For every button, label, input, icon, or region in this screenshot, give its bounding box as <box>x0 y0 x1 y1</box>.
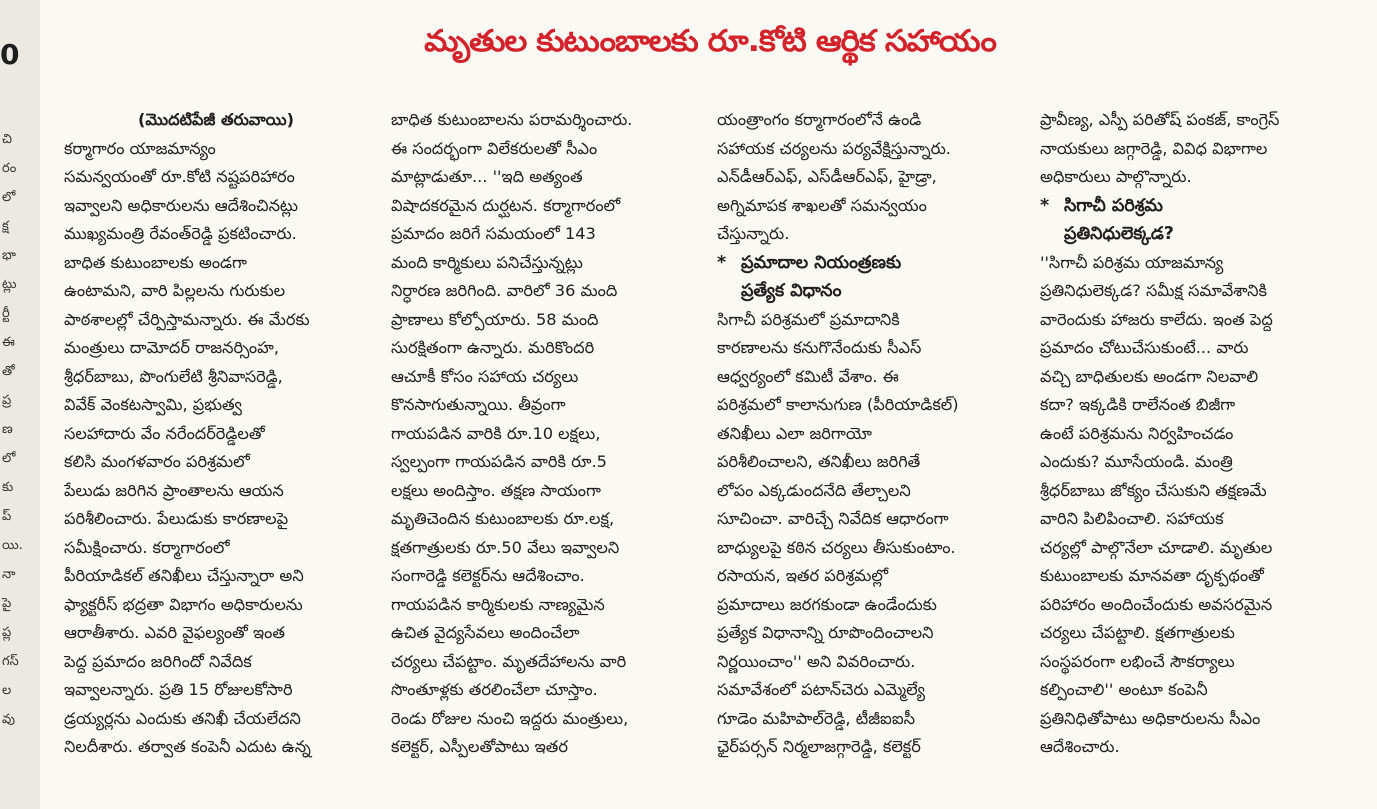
body-text-line: ప్రమాదం చోటుచేసుకుంటే... వారు <box>1040 338 1249 357</box>
body-text-line: గూడెం మహిపాల్‌రెడ్డి, టీజీఐఐసీ <box>717 708 915 728</box>
article-column-2 <box>391 106 695 796</box>
body-text-line: పీరియాడికల్ తనిఖీలు చేస్తున్నారా అని <box>64 566 304 585</box>
body-text-line: పేలుడు జరిగిన ప్రాంతాలను ఆయన <box>64 480 284 500</box>
body-text-line: ఆచూకీ కోసం సహాయ చర్యలు <box>391 366 579 386</box>
body-text-line: ఫ్యాక్టరీస్ భద్రతా విభాగం అధికారులను <box>64 594 303 614</box>
body-text-line: తనిఖీలు ఎలా జరిగాయో <box>717 423 872 443</box>
subheading-text: సిగాచీ పరిశ్రమ <box>1064 195 1163 216</box>
article-column-4 <box>1040 106 1344 796</box>
body-text-line: వారెందుకు హాజరు కాలేదు. ఇంత పెద్ద <box>1040 309 1273 329</box>
bullet-star-icon: * <box>717 252 727 273</box>
body-text-line: బాధ్యులపై కఠిన చర్యలు తీసుకుంటాం. <box>717 537 956 557</box>
subheading-text: ప్రత్యేక విధానం <box>741 281 842 301</box>
body-text-line: ఛైర్‌పర్సన్ నిర్మలాజగ్గారెడ్డి, కలెక్టర్ <box>717 737 921 756</box>
body-text-line: కొనసాగుతున్నాయి. తీవ్రంగా <box>391 395 566 414</box>
body-text-line: పెద్ద ప్రమాదం జరిగిందో నివేదిక <box>64 651 252 671</box>
adjacent-text-fragment: యి. <box>2 538 23 553</box>
body-text-line: వివేక్ వెంకటస్వామి, ప్రభుత్వ <box>64 395 242 414</box>
body-text-line: ''సిగాచీ పరిశ్రమ యాజమాన్య <box>1040 252 1224 272</box>
body-text-line: స్వల్పంగా గాయపడిన వారికి రూ.5 <box>391 452 607 471</box>
adjacent-text-fragment: తో <box>2 364 15 379</box>
article-column-3 <box>717 106 1021 796</box>
body-text-line: నిర్ణయించాం'' అని వివరించారు. <box>717 651 916 671</box>
body-text-line: బాధిత కుటుంబాలకు అండగా <box>64 252 247 272</box>
body-text-line: మాట్లాడుతూ... ''ఇది అత్యంత <box>391 167 583 186</box>
body-text-line: సూచించా. వారిచ్చే నివేదిక ఆధారంగా <box>717 509 949 528</box>
subheading-text: ప్రతినిధులెక్కడ? <box>1064 224 1174 244</box>
body-text-line: శ్రీధర్‌బాబు, పొంగులేటి శ్రీనివాసరెడ్డి, <box>64 366 283 386</box>
adjacent-text-fragment: నా <box>2 567 16 582</box>
body-text-line: ఆరాతీశారు. ఎవరి వైఫల్యంతో ఇంత <box>64 623 285 642</box>
body-text-line: సిగాచీ పరిశ్రమలో ప్రమాదానికి <box>717 309 900 329</box>
adjacent-text-fragment: కు <box>2 480 14 495</box>
adjacent-text-fragment: ణ <box>2 422 13 437</box>
adjacent-article-number: 0 <box>0 38 20 71</box>
body-text-line: నాయకులు జగ్గారెడ్డి, వివిధ విభాగాల <box>1040 138 1268 158</box>
body-text-line: చర్యల్లో పాల్గొనేలా చూడాలి. మృతుల <box>1040 537 1273 557</box>
body-text-line: పరిహారం అందించేందుకు అవసరమైన <box>1040 594 1273 614</box>
body-text-line: కదా? ఇక్కడికి రాలేనంత బిజీగా <box>1040 395 1236 414</box>
adjacent-text-fragment: ట్లు <box>2 277 17 292</box>
subheading-text: ప్రమాదాల నియంత్రణకు <box>741 252 902 273</box>
adjacent-article-strip <box>0 0 40 809</box>
body-text-line: ఎందుకు? మూసేయండి. మంత్రి <box>1040 452 1233 471</box>
body-text-line: లక్షలు అందిస్తాం. తక్షణ సాయంగా <box>391 480 601 500</box>
adjacent-text-fragment: ప్ <box>2 509 12 524</box>
body-text-line: డ్రయ్యర్లను ఎందుకు తనిఖీ చేయలేదని <box>64 708 301 728</box>
article-column-1 <box>64 106 368 796</box>
adjacent-text-fragment: ర్టీ <box>2 306 10 321</box>
body-text-line: అధికారులు పాల్గొన్నారు. <box>1040 167 1192 186</box>
body-text-line: ఉంటే పరిశ్రమను నిర్వహించడం <box>1040 423 1234 443</box>
body-text-line: కారణాలను కనుగొనేందుకు సీఎస్ <box>717 338 922 357</box>
adjacent-text-fragment: భా <box>2 248 16 263</box>
continuation-note: (మొదటిపేజీ తరువాయి) <box>137 110 294 129</box>
bullet-star-icon: * <box>1040 195 1050 216</box>
body-text-line: క్షతగాత్రులకు రూ.50 వేలు ఇవ్వాలని <box>391 537 620 557</box>
body-text-line: మంత్రులు దామోదర్ రాజనర్సింహ, <box>64 338 279 357</box>
body-text-line: ఉచిత వైద్యసేవలు అందించేలా <box>391 623 580 642</box>
body-text-line: సమావేశంలో పటాన్‌చెరు ఎమ్మెల్యే <box>717 680 926 699</box>
adjacent-text-fragment: ల <box>2 683 12 698</box>
body-text-line: చర్యలు చేపట్టాలి. క్షతగాత్రులకు <box>1040 623 1235 642</box>
body-text-line: యంత్రాంగం కర్మాగారంలోనే ఉండి <box>717 110 922 129</box>
body-text-line: పాఠశాలల్లో చేర్పిస్తామన్నారు. ఈ మేరకు <box>64 309 310 329</box>
body-text-line: గాయపడిన కార్మికులకు నాణ్యమైన <box>391 594 605 614</box>
body-text-line: రసాయన, ఇతర పరిశ్రమల్లో <box>717 566 889 585</box>
adjacent-text-fragment: ప్ల <box>2 625 12 640</box>
body-text-line: ప్రత్యేక విధానాన్ని రూపొందించాలని <box>717 623 934 642</box>
body-text-line: సంస్థపరంగా లభించే సౌకర్యాలు <box>1040 651 1235 671</box>
body-text-line: ప్రతినిధితోపాటు అధికారులను సీఎం <box>1040 708 1261 728</box>
body-text-line: సహాయక చర్యలను పర్యవేక్షిస్తున్నారు. <box>717 138 951 158</box>
body-text-line: ప్రతినిధులెక్కడ? సమీక్ష సమావేశానికి <box>1040 281 1267 300</box>
body-text-line: బాధిత కుటుంబాలను పరామర్శించారు. <box>391 110 633 129</box>
body-text-line: విషాదకరమైన దుర్ఘటన. కర్మాగారంలో <box>391 195 621 215</box>
body-text-line: చర్యలు చేపట్టాం. మృతదేహాలను వారి <box>391 651 627 671</box>
body-text-line: పరిశీలించారు. పేలుడుకు కారణాలపై <box>64 509 289 528</box>
adjacent-text-fragment: రం <box>2 161 17 176</box>
body-text-line: ఆదేశించారు. <box>1040 737 1120 756</box>
body-text-line: ఎన్‌డీఆర్‌ఎఫ్, ఎస్‌డీఆర్‌ఎఫ్, హైడ్రా, <box>717 167 937 186</box>
body-text-line: ఇవ్వాలని అధికారులను ఆదేశించినట్లు <box>64 195 299 215</box>
body-text-line: రెండు రోజుల నుంచి ఇద్దరు మంత్రులు, <box>391 708 629 728</box>
body-text-line: ప్రావీణ్య, ఎస్పీ పరితోష్ పంకజ్, కాంగ్రెస్ <box>1040 110 1280 129</box>
body-text-line: కుటుంబాలకు మానవతా దృక్పథంతో <box>1040 566 1264 585</box>
body-text-line: పరిశ్రమలో కాలానుగుణ (పీరియాడికల్) <box>717 395 959 414</box>
body-text-line: గాయపడిన వారికి రూ.10 లక్షలు, <box>391 423 601 443</box>
body-text-line: సమీక్షించారు. కర్మాగారంలో <box>64 537 230 557</box>
body-text-line: కర్మాగారం యాజమాన్యం <box>64 138 216 158</box>
body-text-line: ప్రమాదాలు జరగకుండా ఉండేందుకు <box>717 594 937 614</box>
body-text-line: ఆధ్వర్యంలో కమిటీ వేశాం. ఈ <box>717 366 899 386</box>
body-text-line: కలెక్టర్, ఎస్పీలతోపాటు ఇతర <box>391 737 568 756</box>
body-text-line: సలహాదారు వేం నరేందర్‌రెడ్డిలతో <box>64 423 265 443</box>
body-text-line: సంగారెడ్డి కలెక్టర్‌ను ఆదేశించాం. <box>391 566 585 585</box>
adjacent-text-fragment: లో <box>2 190 16 205</box>
adjacent-text-fragment: లో <box>2 451 16 466</box>
subheading-line <box>717 249 1021 278</box>
adjacent-text-fragment: క్ష <box>2 219 9 234</box>
body-text-line: శ్రీధర్‌బాబు జోక్యం చేసుకుని తక్షణమే <box>1040 480 1267 500</box>
body-text-line: ఉంటామని, వారి పిల్లలను గురుకుల <box>64 281 286 300</box>
subheading-line <box>1040 192 1344 221</box>
body-text-line: చేస్తున్నారు. <box>717 224 790 243</box>
subheading-line <box>1040 220 1344 249</box>
body-text-line: వారిని పిలిపించాలి. సహాయక <box>1040 509 1224 528</box>
body-text-line: సొంతూళ్లకు తరలించేలా చూస్తాం. <box>391 680 598 699</box>
article-headline: మృతుల కుటుంబాలకు రూ.కోటి ఆర్థిక సహాయం <box>424 24 996 59</box>
adjacent-text-fragment: పై <box>2 596 12 611</box>
subheading-line <box>717 277 1021 306</box>
body-text-line: కల్పించాలి'' అంటూ కంపెనీ <box>1040 680 1208 699</box>
adjacent-text-fragment: ఈ <box>2 335 15 350</box>
body-text-line: మంది కార్మికులు పనిచేస్తున్నట్లు <box>391 252 583 272</box>
adjacent-text-fragment: ప్ర <box>2 393 12 408</box>
adjacent-text-fragment: వు <box>2 712 15 727</box>
body-text-line: నిలదీశారు. తర్వాత కంపెనీ ఎదుట ఉన్న <box>64 737 311 756</box>
body-text-line: ముఖ్యమంత్రి రేవంత్‌రెడ్డి ప్రకటించారు. <box>64 224 297 243</box>
body-text-line: ప్రమాదం జరిగే సమయంలో 143 <box>391 224 596 243</box>
body-text-line: వచ్చి బాధితులకు అండగా నిలవాలి <box>1040 366 1259 386</box>
body-text-line: పరిశీలించాలని, తనిఖీలు జరిగితే <box>717 452 921 471</box>
adjacent-text-fragment: చి <box>2 132 12 147</box>
body-text-line: ఈ సందర్భంగా విలేకరులతో సీఎం <box>391 138 598 158</box>
body-text-line: నిర్ధారణ జరిగింది. వారిలో 36 మంది <box>391 281 618 300</box>
body-text-line: కలిసి మంగళవారం పరిశ్రమలో <box>64 452 250 471</box>
body-text-line: అగ్నిమాపక శాఖలతో సమన్వయం <box>717 195 927 215</box>
body-text-line: సమన్వయంతో రూ.కోటి నష్టపరిహారం <box>64 167 295 186</box>
adjacent-text-fragment: గస్ <box>2 654 19 669</box>
body-text-line: సురక్షితంగా ఉన్నారు. మరికొందరి <box>391 338 595 357</box>
body-text-line: లోపం ఎక్కడుందనేది తేల్చాలని <box>717 480 911 500</box>
body-text-line: ప్రాణాలు కోల్పోయారు. 58 మంది <box>391 309 599 329</box>
body-text-line: ఇవ్వాలన్నారు. ప్రతి 15 రోజులకోసారి <box>64 680 293 699</box>
body-text-line: మృతిచెందిన కుటుంబాలకు రూ.లక్ష, <box>391 509 615 528</box>
